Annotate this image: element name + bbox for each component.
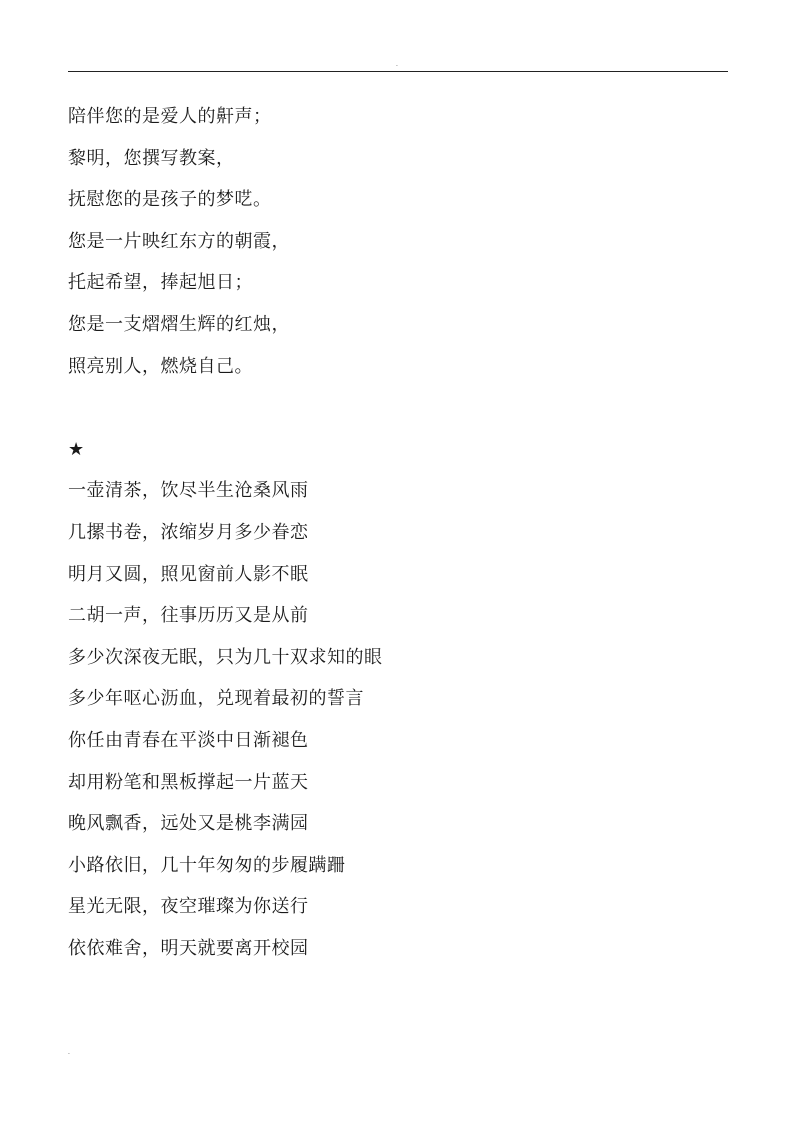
- poem-line: 陪伴您的是爱人的鼾声；: [68, 106, 272, 127]
- poem-line: 多少次深夜无眠，只为几十双求知的眼: [68, 646, 383, 668]
- poem-line: 多少年呕心沥血，兑现着最初的誓言: [68, 688, 364, 710]
- poem-line: 黎明，您撰写教案，: [68, 147, 235, 169]
- document-body: [68, 100, 728, 973]
- poem-line: 您是一片映红东方的朝霞，: [68, 230, 290, 252]
- blank-line: [68, 391, 728, 433]
- poem-line: 一壶清茶，饮尽半生沧桑风雨: [68, 480, 309, 502]
- star-separator: ★: [68, 438, 85, 460]
- header-mark: .: [396, 61, 398, 68]
- poem-line: 您是一支熠熠生辉的红烛，: [68, 313, 290, 335]
- poem-line: 照亮别人，燃烧自己。: [68, 355, 253, 377]
- poem-line: 明月又圆，照见窗前人影不眠: [68, 563, 309, 585]
- poem-line: 星光无限，夜空璀璨为你送行: [68, 896, 309, 918]
- poem-line: 小路依旧，几十年匆匆的步履蹒跚: [68, 854, 346, 876]
- poem-line: 托起希望，捧起旭日；: [68, 272, 253, 294]
- poem-line: 却用粉笔和黑板撑起一片蓝天: [68, 771, 309, 793]
- poem-line: 晚风飘香，远处又是桃李满园: [68, 813, 309, 835]
- poem-line: 二胡一声，往事历历又是从前: [68, 605, 309, 627]
- poem-line: 你任由青春在平淡中日渐褪色: [68, 729, 309, 751]
- poem-line: 抚慰您的是孩子的梦呓。: [68, 189, 272, 211]
- footer-mark: .: [68, 1049, 70, 1056]
- header-rule: [68, 71, 728, 72]
- poem-line: 几摞书卷，浓缩岁月多少眷恋: [68, 521, 309, 543]
- poem-line: 依依难舍，明天就要离开校园: [68, 937, 309, 959]
